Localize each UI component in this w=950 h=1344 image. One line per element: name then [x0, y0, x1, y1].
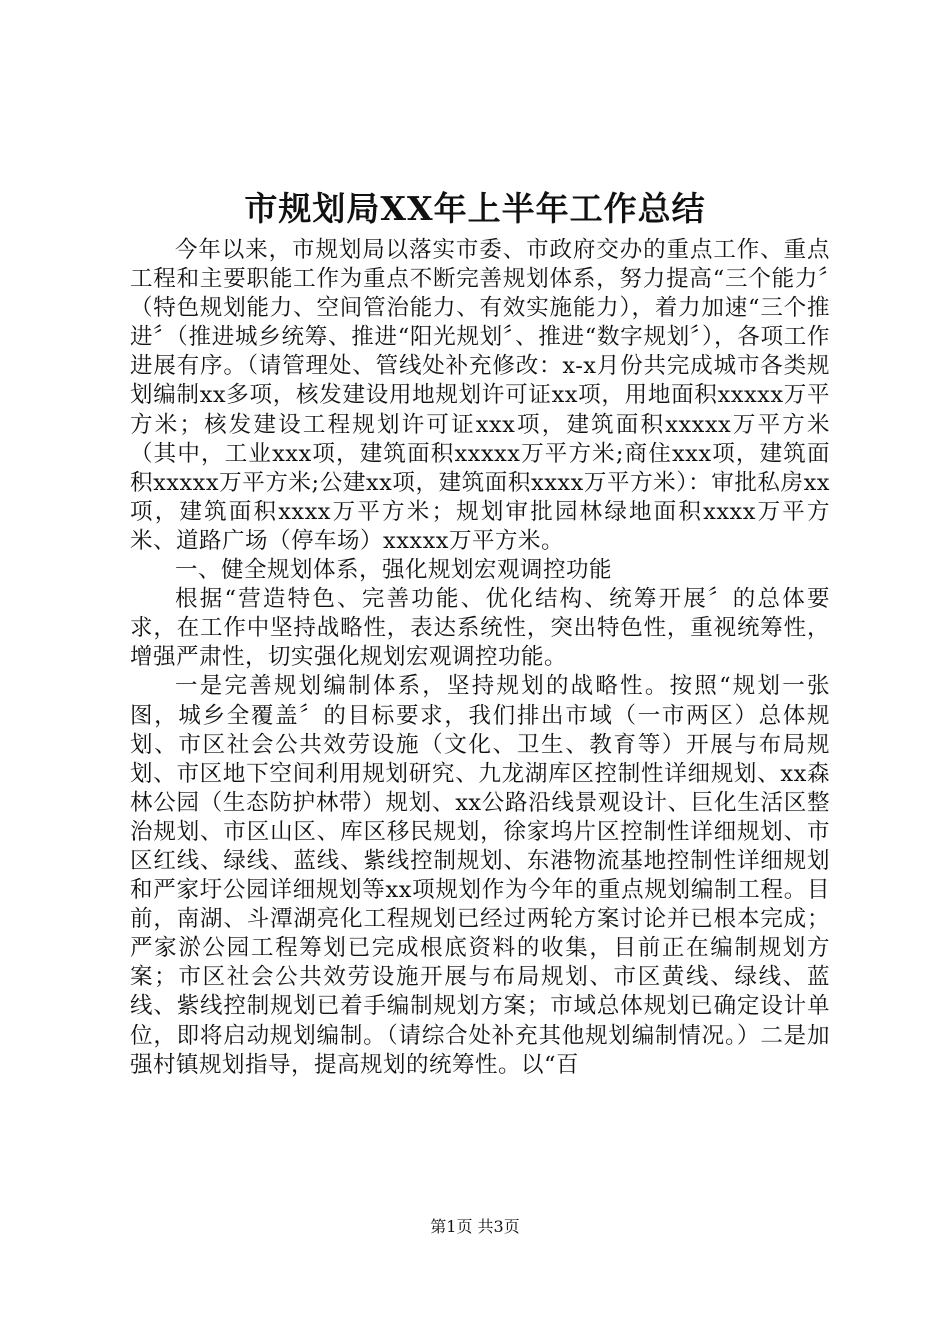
document-body	[130, 236, 830, 1080]
section-heading-1: 一、健全规划体系，强化规划宏观调控功能	[175, 557, 613, 584]
page-number-footer: 第1页 共3页	[430, 1217, 520, 1236]
paragraph-section-1-detail: 一是完善规划编制体系，坚持规划的战略性。按照“规划一张图，城乡全覆盖〞的目标要求，我们排出市域（一市两区）总体规划、市区社会公共效劳设施（文化、卫生、教育等）开展与布局规划、市区地下空间利用规划研究、九龙湖库区控制性详细规划、xx森林公园（生态防护林带）规划、xx公路沿线景观设计、巨化生活区整治规划、市区山区、库区移民规划，徐家坞片区控制性详细规划、市区红线、绿线、蓝线、紫线控制规划、东港物流基地控制性详细规划和严家圩公园详细规划等xx项规划作为今年的重点规划编制工程。目前，南湖、斗潭湖亮化工程规划已经过两轮方案讨论并已根本完成；严家淤公园工程筹划已完成根底资料的收集，目前正在编制规划方案；市区社会公共效劳设施开展与布局规划、市区黄线、绿线、蓝线、紫线控制规划已着手编制规划方案；市域总体规划已确定设计单位，即将启动规划编制。（请综合处补充其他规划编制情况。）二是加强村镇规划指导，提高规划的统筹性。以“百	[130, 673, 830, 1078]
paragraph-section-1-intro: 根据“营造特色、完善功能、优化结构、统筹开展〞的总体要求，在工作中坚持战略性，表达系统性，突出特色性，重视统筹性，增强严肃性，切实强化规划宏观调控功能。	[130, 586, 830, 671]
document-title: 市规划局XX年上半年工作总结	[244, 189, 706, 228]
paragraph-intro: 今年以来，市规划局以落实市委、市政府交办的重点工作、重点工程和主要职能工作为重点不断完善规划体系，努力提高“三个能力〞（特色规划能力、空间管治能力、有效实施能力），着力加速“三个推进〞（推进城乡统筹、推进“阳光规划〞、推进“数字规划〞），各项工作进展有序。（请管理处、管线处补充修改：x-x月份共完成城市各类规划编制xx多项，核发建设用地规划许可证xx项，用地面积xxxxx万平方米；核发建设工程规划许可证xxx项，建筑面积xxxxx万平方米（其中，工业xxx项，建筑面积xxxxx万平方米;商住xxx项，建筑面积xxxxx万平方米;公建xx项，建筑面积xxxx万平方米）：审批私房xx项，建筑面积xxxx万平方米；规划审批园林绿地面积xxxx万平方米、道路广场（停车场）xxxxx万平方米。	[130, 237, 830, 554]
